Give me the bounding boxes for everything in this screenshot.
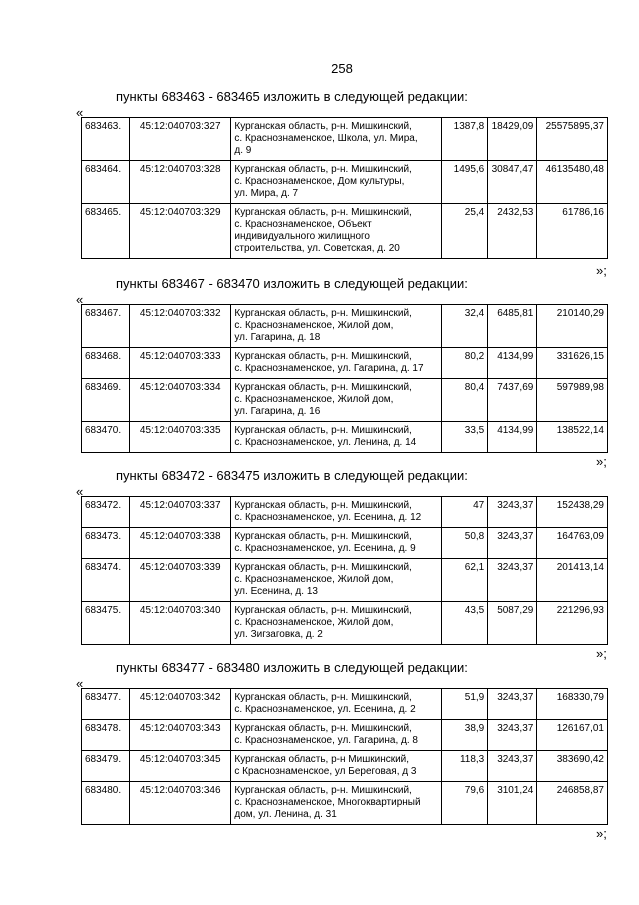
address-cell [231, 305, 442, 348]
price-cell: 3243,37 [488, 528, 537, 559]
area-cell: 47 [442, 497, 488, 528]
address-cell [231, 689, 442, 720]
total-cell: 168330,79 [537, 689, 608, 720]
area-cell: 79,6 [442, 782, 488, 825]
price-cell: 3101,24 [488, 782, 537, 825]
records-table [81, 496, 608, 645]
address-cell [231, 348, 442, 379]
address-line: с. Краснознаменское, Многоквартирный [234, 797, 421, 808]
price-cell: 30847,47 [488, 161, 537, 204]
row-number: 683475. [82, 602, 130, 645]
table-row [82, 497, 608, 528]
address-line: Курганская область, р-н Мишкинский, [234, 754, 410, 765]
cadastral-number: 45:12:040703:340 [130, 602, 231, 645]
address-line: с. Краснознаменское, ул. Есенина, д. 12 [234, 512, 422, 523]
area-cell: 32,4 [442, 305, 488, 348]
address-line: Курганская область, р-н. Мишкинский, [234, 605, 412, 616]
address-line: Курганская область, р-н. Мишкинский, [234, 500, 412, 511]
address-line: с. Краснознаменское, Жилой дом, [234, 617, 394, 628]
price-cell: 2432,53 [488, 204, 537, 259]
price-cell: 3243,37 [488, 720, 537, 751]
open-quote: « [76, 105, 84, 120]
total-cell: 152438,29 [537, 497, 608, 528]
area-cell: 80,2 [442, 348, 488, 379]
total-cell: 201413,14 [537, 559, 608, 602]
cadastral-number: 45:12:040703:328 [130, 161, 231, 204]
row-number: 683463. [82, 118, 130, 161]
close-quote: »; [596, 263, 607, 278]
address-cell [231, 720, 442, 751]
open-quote: « [76, 292, 84, 307]
address-line: ул. Есенина, д. 13 [234, 586, 318, 597]
address-cell [231, 751, 442, 782]
table-row [82, 348, 608, 379]
address-line: с. Краснознаменское, Жилой дом, [234, 394, 394, 405]
address-line: Курганская область, р-н. Мишкинский, [234, 785, 412, 796]
area-cell: 51,9 [442, 689, 488, 720]
address-line: с. Краснознаменское, ул. Есенина, д. 2 [234, 704, 416, 715]
table-row [82, 305, 608, 348]
total-cell: 383690,42 [537, 751, 608, 782]
address-line: с Краснознаменское, ул Береговая, д 3 [234, 766, 417, 777]
address-line: с. Краснознаменское, Школа, ул. Мира, [234, 133, 418, 144]
address-line: строительства, ул. Советская, д. 20 [234, 243, 400, 254]
cadastral-number: 45:12:040703:335 [130, 422, 231, 453]
price-cell: 6485,81 [488, 305, 537, 348]
address-line: Курганская область, р-н. Мишкинский, [234, 308, 412, 319]
address-line: с. Краснознаменское, ул. Гагарина, д. 17 [234, 363, 424, 374]
section-intro: пункты 683467 - 683470 изложить в следующей редакции: [116, 276, 468, 291]
cadastral-number: 45:12:040703:329 [130, 204, 231, 259]
table-row [82, 528, 608, 559]
table-row [82, 161, 608, 204]
address-line: Курганская область, р-н. Мишкинский, [234, 531, 412, 542]
area-cell: 80,4 [442, 379, 488, 422]
price-cell: 3243,37 [488, 689, 537, 720]
total-cell: 46135480,48 [537, 161, 608, 204]
address-line: с. Краснознаменское, Жилой дом, [234, 320, 394, 331]
total-cell: 246858,87 [537, 782, 608, 825]
records-table [81, 304, 608, 453]
row-number: 683467. [82, 305, 130, 348]
area-cell: 50,8 [442, 528, 488, 559]
address-cell [231, 602, 442, 645]
address-line: Курганская область, р-н. Мишкинский, [234, 425, 412, 436]
address-line: Курганская область, р-н. Мишкинский, [234, 692, 412, 703]
address-line: д. 9 [234, 145, 252, 156]
cadastral-number: 45:12:040703:327 [130, 118, 231, 161]
address-line: Курганская область, р-н. Мишкинский, [234, 562, 412, 573]
cadastral-number: 45:12:040703:334 [130, 379, 231, 422]
address-line: с. Краснознаменское, Объект [234, 219, 372, 230]
area-cell: 33,5 [442, 422, 488, 453]
address-line: с. Краснознаменское, ул. Есенина, д. 9 [234, 543, 416, 554]
address-cell [231, 497, 442, 528]
price-cell: 4134,99 [488, 348, 537, 379]
address-cell [231, 559, 442, 602]
cadastral-number: 45:12:040703:345 [130, 751, 231, 782]
cadastral-number: 45:12:040703:342 [130, 689, 231, 720]
price-cell: 3243,37 [488, 559, 537, 602]
page-number: 258 [331, 61, 353, 76]
address-cell [231, 161, 442, 204]
row-number: 683474. [82, 559, 130, 602]
address-line: с. Краснознаменское, ул. Гагарина, д. 8 [234, 735, 418, 746]
cadastral-number: 45:12:040703:333 [130, 348, 231, 379]
area-cell: 43,5 [442, 602, 488, 645]
address-line: ул. Гагарина, д. 18 [234, 332, 321, 343]
total-cell: 210140,29 [537, 305, 608, 348]
open-quote: « [76, 676, 84, 691]
cadastral-number: 45:12:040703:337 [130, 497, 231, 528]
area-cell: 118,3 [442, 751, 488, 782]
row-number: 683469. [82, 379, 130, 422]
total-cell: 597989,98 [537, 379, 608, 422]
address-line: дом, ул. Ленина, д. 31 [234, 809, 337, 820]
row-number: 683465. [82, 204, 130, 259]
address-line: с. Краснознаменское, Дом культуры, [234, 176, 405, 187]
address-line: индивидуального жилищного [234, 231, 370, 242]
address-cell [231, 422, 442, 453]
area-cell: 1495,6 [442, 161, 488, 204]
total-cell: 164763,09 [537, 528, 608, 559]
table-row [82, 118, 608, 161]
row-number: 683473. [82, 528, 130, 559]
records-table [81, 688, 608, 825]
table-row [82, 422, 608, 453]
cadastral-number: 45:12:040703:332 [130, 305, 231, 348]
table-row [82, 782, 608, 825]
table-row [82, 379, 608, 422]
table-row [82, 689, 608, 720]
table-row [82, 559, 608, 602]
row-number: 683477. [82, 689, 130, 720]
area-cell: 38,9 [442, 720, 488, 751]
total-cell: 221296,93 [537, 602, 608, 645]
address-cell [231, 528, 442, 559]
total-cell: 138522,14 [537, 422, 608, 453]
row-number: 683468. [82, 348, 130, 379]
cadastral-number: 45:12:040703:338 [130, 528, 231, 559]
address-line: Курганская область, р-н. Мишкинский, [234, 164, 412, 175]
price-cell: 3243,37 [488, 751, 537, 782]
row-number: 683478. [82, 720, 130, 751]
area-cell: 1387,8 [442, 118, 488, 161]
row-number: 683464. [82, 161, 130, 204]
price-cell: 7437,69 [488, 379, 537, 422]
address-line: ул. Зигзаговка, д. 2 [234, 629, 323, 640]
address-line: с. Краснознаменское, Жилой дом, [234, 574, 394, 585]
price-cell: 4134,99 [488, 422, 537, 453]
cadastral-number: 45:12:040703:346 [130, 782, 231, 825]
area-cell: 25,4 [442, 204, 488, 259]
address-cell [231, 379, 442, 422]
row-number: 683472. [82, 497, 130, 528]
cadastral-number: 45:12:040703:339 [130, 559, 231, 602]
address-cell [231, 118, 442, 161]
section-intro: пункты 683477 - 683480 изложить в следующей редакции: [116, 660, 468, 675]
records-table [81, 117, 608, 259]
row-number: 683480. [82, 782, 130, 825]
address-line: Курганская область, р-н. Мишкинский, [234, 351, 412, 362]
total-cell: 25575895,37 [537, 118, 608, 161]
row-number: 683479. [82, 751, 130, 782]
address-line: Курганская область, р-н. Мишкинский, [234, 723, 412, 734]
address-cell [231, 204, 442, 259]
address-line: Курганская область, р-н. Мишкинский, [234, 382, 412, 393]
address-line: Курганская область, р-н. Мишкинский, [234, 121, 412, 132]
cadastral-number: 45:12:040703:343 [130, 720, 231, 751]
total-cell: 61786,16 [537, 204, 608, 259]
close-quote: »; [596, 826, 607, 841]
table-row [82, 751, 608, 782]
section-intro: пункты 683463 - 683465 изложить в следующей редакции: [116, 89, 468, 104]
open-quote: « [76, 484, 84, 499]
close-quote: »; [596, 646, 607, 661]
price-cell: 5087,29 [488, 602, 537, 645]
price-cell: 18429,09 [488, 118, 537, 161]
row-number: 683470. [82, 422, 130, 453]
address-line: с. Краснознаменское, ул. Ленина, д. 14 [234, 437, 417, 448]
address-line: Курганская область, р-н. Мишкинский, [234, 207, 412, 218]
table-row [82, 204, 608, 259]
table-row [82, 720, 608, 751]
total-cell: 126167,01 [537, 720, 608, 751]
address-line: ул. Мира, д. 7 [234, 188, 299, 199]
address-line: ул. Гагарина, д. 16 [234, 406, 321, 417]
area-cell: 62,1 [442, 559, 488, 602]
close-quote: »; [596, 454, 607, 469]
price-cell: 3243,37 [488, 497, 537, 528]
table-row [82, 602, 608, 645]
total-cell: 331626,15 [537, 348, 608, 379]
address-cell [231, 782, 442, 825]
section-intro: пункты 683472 - 683475 изложить в следующей редакции: [116, 468, 468, 483]
